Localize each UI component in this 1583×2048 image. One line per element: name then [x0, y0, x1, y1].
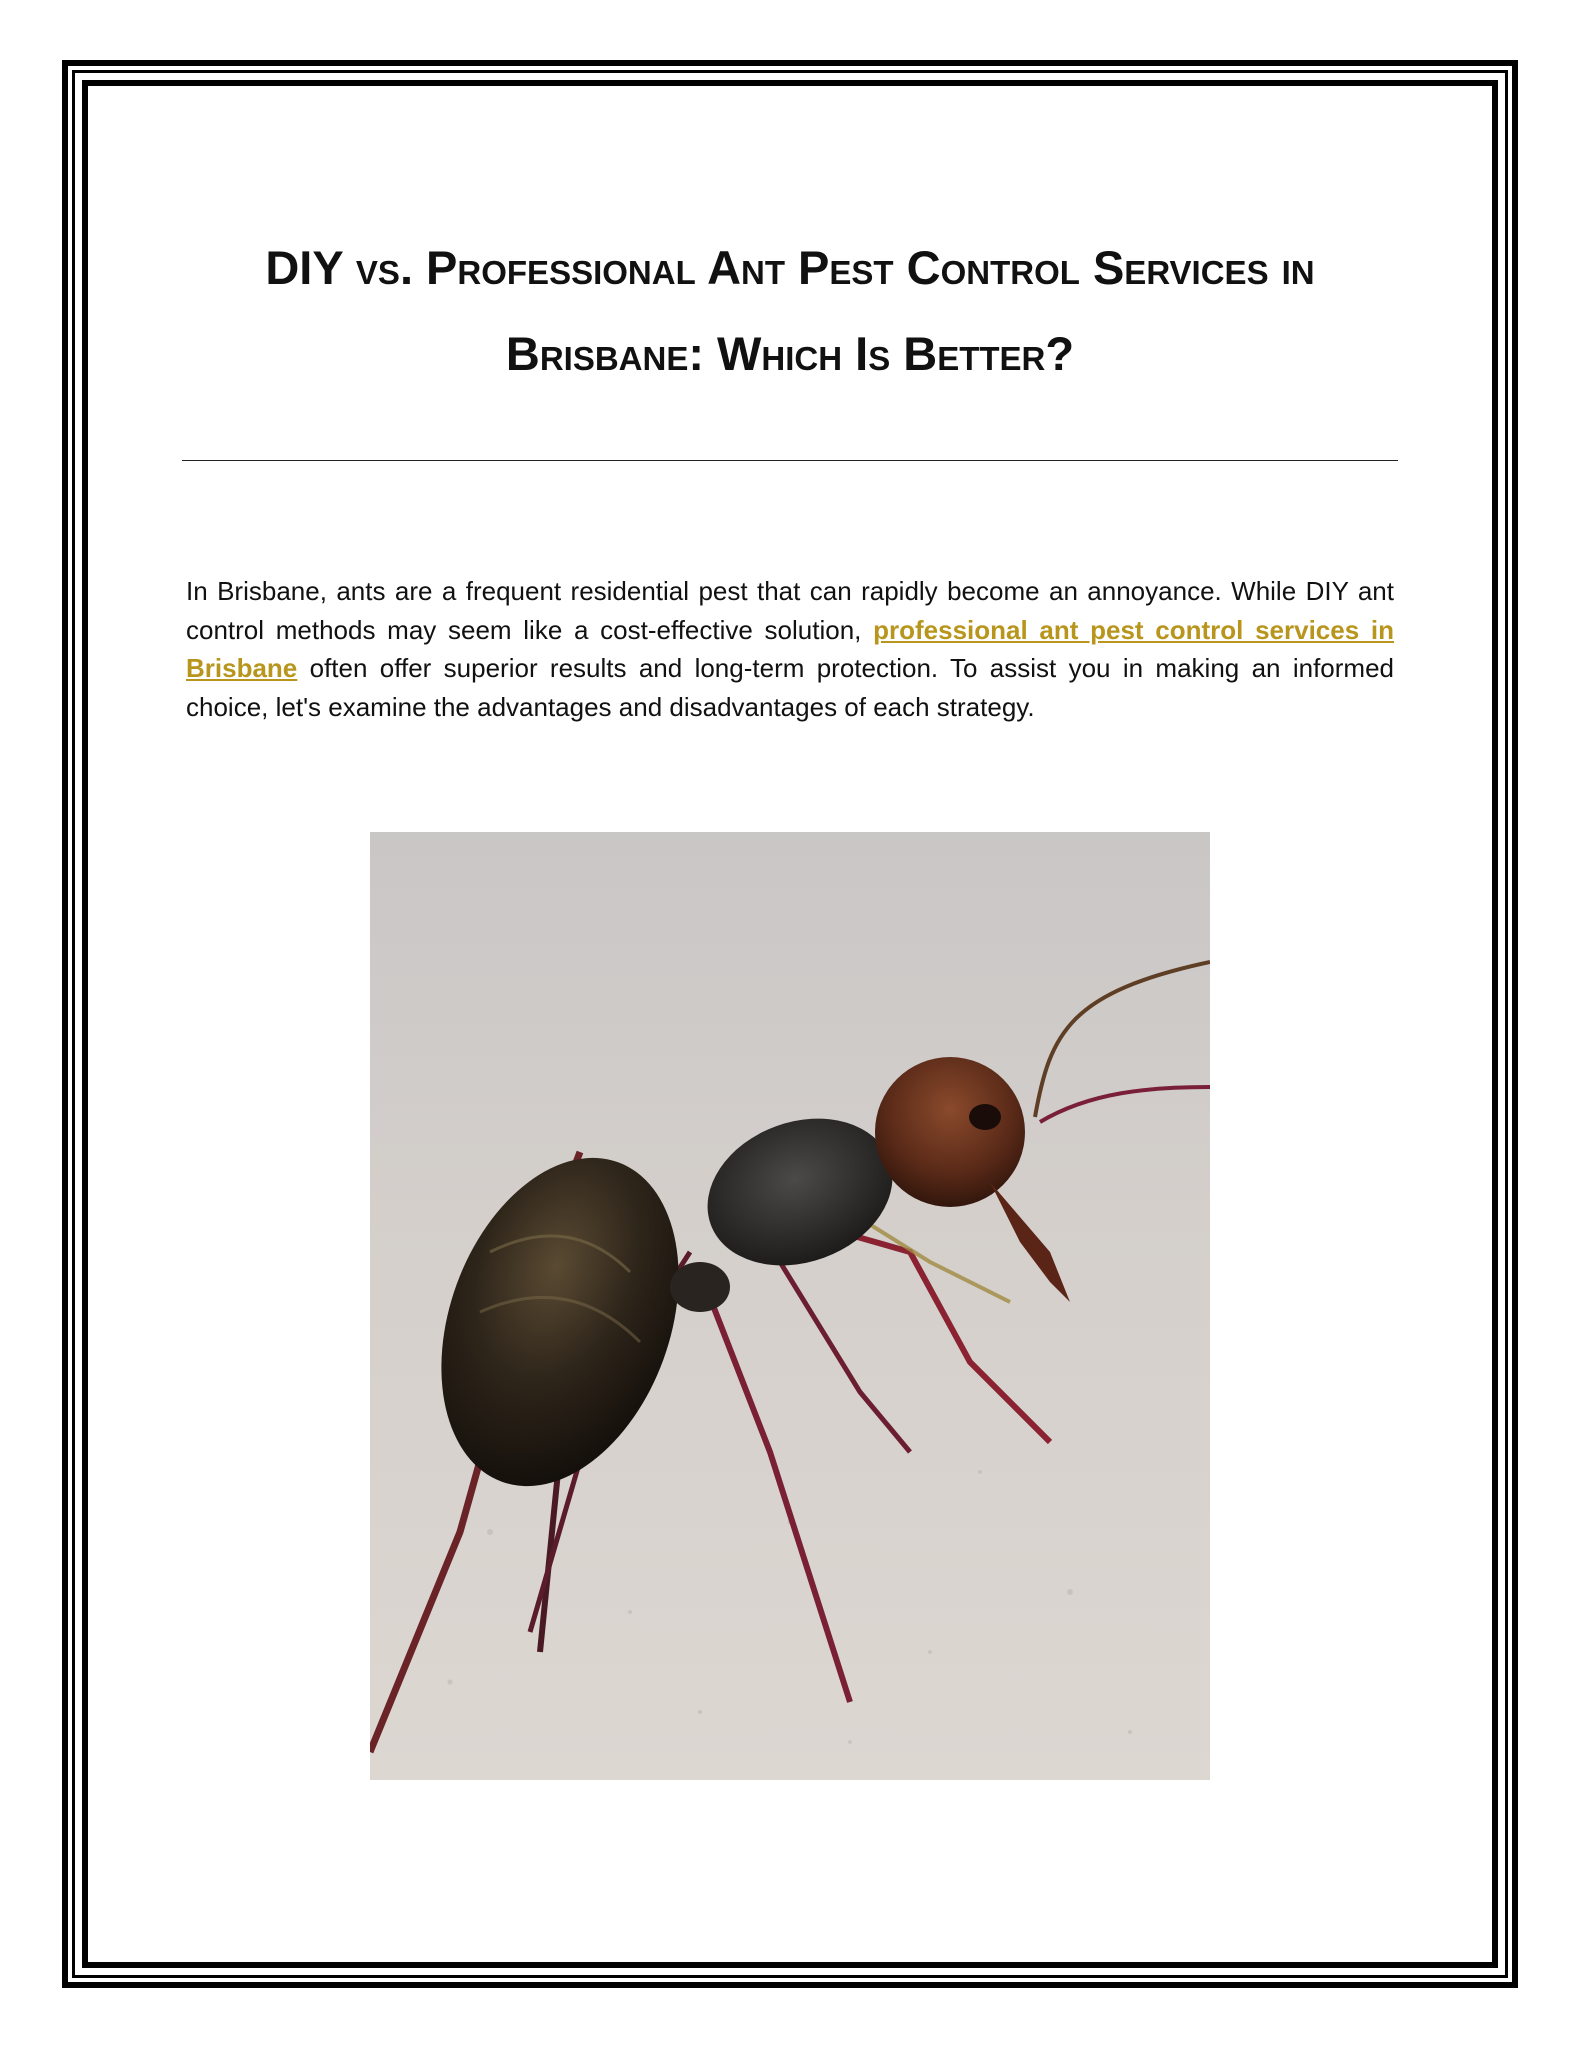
- title-line-2: Brisbane: Which Is Better?: [505, 327, 1075, 380]
- ant-photo: [370, 832, 1210, 1780]
- intro-paragraph: [186, 572, 1394, 726]
- title-divider: [182, 460, 1398, 461]
- intro-text-before-link: In Brisbane, ants are a frequent residential pest that can rapidly become an annoyance. While DIY ant control methods may seem like a cost-effective solution,: [186, 576, 1394, 645]
- intro-text-after-link: often offer superior results and long-term protection. To assist you in making an informed choice, let's examine the advantages and disadvantages of each strategy.: [186, 653, 1394, 722]
- document-title: [180, 225, 1400, 397]
- ant-illustration: [370, 832, 1210, 1780]
- title-line-1: DIY vs. Professional Ant Pest Control Services in: [265, 241, 1315, 294]
- services-link[interactable]: professional ant pest control services in Brisbane: [186, 614, 1394, 683]
